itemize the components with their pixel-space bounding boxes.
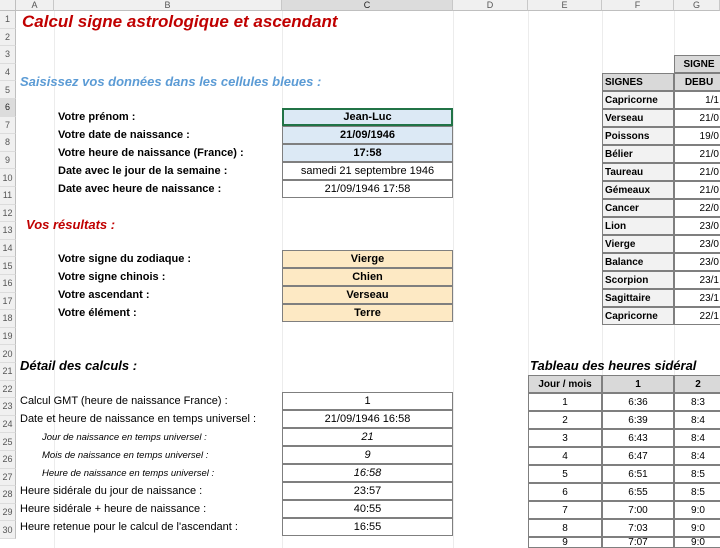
- row-header[interactable]: 2: [0, 29, 16, 47]
- utc-hour-label: Heure de naissance en temps universel :: [42, 467, 215, 479]
- sidereal-plus-birth-label: Heure sidérale + heure de naissance :: [20, 503, 207, 515]
- row-header[interactable]: 21: [0, 363, 16, 381]
- column-header-b[interactable]: B: [54, 0, 282, 11]
- sign-name-cell: Bélier: [602, 145, 674, 163]
- row-header[interactable]: 18: [0, 310, 16, 328]
- utc-datetime-value[interactable]: 21/09/1946 16:58: [282, 410, 453, 428]
- sign-start-cell: 19/0: [674, 127, 720, 145]
- row-header[interactable]: 7: [0, 117, 16, 135]
- month-2-cell: 8:4: [674, 447, 720, 465]
- row-header[interactable]: 23: [0, 398, 16, 416]
- month-2-cell: 9:0: [674, 519, 720, 537]
- sign-name-cell: Capricorne: [602, 307, 674, 325]
- ascendant-hour-value[interactable]: 16:55: [282, 518, 453, 536]
- select-all-corner[interactable]: [0, 0, 16, 11]
- utc-day-value[interactable]: 21: [282, 428, 453, 446]
- month-1-cell: 6:47: [602, 447, 674, 465]
- sign-start-cell: 21/0: [674, 145, 720, 163]
- row-header[interactable]: 10: [0, 169, 16, 187]
- sidereal-day-value[interactable]: 23:57: [282, 482, 453, 500]
- month-2-cell: 8:4: [674, 411, 720, 429]
- weekday-date-value[interactable]: samedi 21 septembre 1946: [282, 162, 453, 180]
- row-header[interactable]: 15: [0, 257, 16, 275]
- sign-name-cell: Balance: [602, 253, 674, 271]
- sidereal-day-label: Heure sidérale du jour de naissance :: [20, 485, 203, 497]
- ascendant-label: Votre ascendant :: [58, 289, 150, 301]
- sign-name-cell: Lion: [602, 217, 674, 235]
- sign-start-cell: 1/1: [674, 91, 720, 109]
- month-2-cell: 9:0: [674, 501, 720, 519]
- row-header[interactable]: 9: [0, 152, 16, 170]
- ascendant-value[interactable]: Verseau: [282, 286, 453, 304]
- month-2-cell: 9:0: [674, 537, 720, 548]
- day-cell: 6: [528, 483, 602, 501]
- sign-name-cell: Cancer: [602, 199, 674, 217]
- results-section-header: Vos résultats :: [26, 216, 116, 232]
- sign-name-cell: Sagittaire: [602, 289, 674, 307]
- day-cell: 4: [528, 447, 602, 465]
- row-header[interactable]: 12: [0, 205, 16, 223]
- chinese-sign-value[interactable]: Chien: [282, 268, 453, 286]
- sign-start-cell: 21/0: [674, 109, 720, 127]
- sign-name-cell: Verseau: [602, 109, 674, 127]
- sign-start-cell: 21/0: [674, 163, 720, 181]
- day-cell: 2: [528, 411, 602, 429]
- start-col-header: DEBU: [674, 73, 720, 91]
- month-2-cell: 8:4: [674, 429, 720, 447]
- column-header-f[interactable]: F: [602, 0, 674, 11]
- sidereal-plus-birth-value[interactable]: 40:55: [282, 500, 453, 518]
- row-header[interactable]: 28: [0, 486, 16, 504]
- sign-start-cell: 22/0: [674, 199, 720, 217]
- row-header[interactable]: 25: [0, 433, 16, 451]
- month-1-cell: 7:07: [602, 537, 674, 548]
- sign-name-cell: Capricorne: [602, 91, 674, 109]
- row-header[interactable]: 16: [0, 275, 16, 293]
- sign-start-cell: 23/1: [674, 289, 720, 307]
- first-name-label: Votre prénom :: [58, 111, 136, 123]
- weekday-date-label: Date avec le jour de la semaine :: [58, 165, 228, 177]
- day-cell: 1: [528, 393, 602, 411]
- signs-col-header: SIGNES: [602, 73, 674, 91]
- day-month-header: Jour / mois: [528, 375, 602, 393]
- utc-day-label: Jour de naissance en temps universel :: [42, 431, 207, 443]
- month-1-cell: 7:03: [602, 519, 674, 537]
- row-header[interactable]: 30: [0, 521, 16, 539]
- birth-time-input[interactable]: 17:58: [282, 144, 453, 162]
- month-2-header: 2: [674, 375, 720, 393]
- row-header[interactable]: 19: [0, 328, 16, 346]
- row-header[interactable]: 24: [0, 416, 16, 434]
- month-2-cell: 8:5: [674, 483, 720, 501]
- column-header-e[interactable]: E: [528, 0, 602, 11]
- column-header-a[interactable]: A: [16, 0, 54, 11]
- sign-start-cell: 23/0: [674, 217, 720, 235]
- month-1-header: 1: [602, 375, 674, 393]
- birth-date-label: Votre date de naissance :: [58, 129, 190, 141]
- day-cell: 9: [528, 537, 602, 548]
- utc-month-label: Mois de naissance en temps universel :: [42, 449, 209, 461]
- datetime-value[interactable]: 21/09/1946 17:58: [282, 180, 453, 198]
- sheet-title: Calcul signe astrologique et ascendant: [22, 12, 338, 31]
- month-1-cell: 6:39: [602, 411, 674, 429]
- birth-date-input[interactable]: 21/09/1946: [282, 126, 453, 144]
- sign-start-cell: 21/0: [674, 181, 720, 199]
- sign-name-cell: Taureau: [602, 163, 674, 181]
- month-2-cell: 8:5: [674, 465, 720, 483]
- month-2-cell: 8:3: [674, 393, 720, 411]
- element-value[interactable]: Terre: [282, 304, 453, 322]
- sign-name-cell: Vierge: [602, 235, 674, 253]
- column-header-g[interactable]: G: [674, 0, 720, 11]
- row-header[interactable]: 1: [0, 11, 16, 29]
- utc-hour-value[interactable]: 16:58: [282, 464, 453, 482]
- row-header[interactable]: 4: [0, 64, 16, 82]
- ascendant-hour-label: Heure retenue pour le calcul de l'ascendant :: [20, 521, 238, 533]
- day-cell: 3: [528, 429, 602, 447]
- column-header-c[interactable]: C: [282, 0, 453, 11]
- sign-name-cell: Scorpion: [602, 271, 674, 289]
- row-header[interactable]: 13: [0, 222, 16, 240]
- zodiac-sign-value[interactable]: Vierge: [282, 250, 453, 268]
- sign-start-cell: 23/0: [674, 253, 720, 271]
- month-1-cell: 6:36: [602, 393, 674, 411]
- column-header-d[interactable]: D: [453, 0, 528, 11]
- utc-month-value[interactable]: 9: [282, 446, 453, 464]
- month-1-cell: 7:00: [602, 501, 674, 519]
- row-header[interactable]: 11: [0, 187, 16, 205]
- sign-start-cell: 23/1: [674, 271, 720, 289]
- signs-table-top-header: SIGNE: [674, 55, 720, 73]
- sign-start-cell: 23/0: [674, 235, 720, 253]
- day-cell: 5: [528, 465, 602, 483]
- input-section-header: Saisissez vos données dans les cellules bleues :: [20, 73, 322, 89]
- first-name-input[interactable]: Jean-Luc: [282, 108, 453, 126]
- sign-name-cell: Poissons: [602, 127, 674, 145]
- row-header[interactable]: 5: [0, 81, 16, 99]
- row-header[interactable]: 27: [0, 469, 16, 487]
- gmt-label: Calcul GMT (heure de naissance France) :: [20, 395, 228, 407]
- sign-name-cell: Gémeaux: [602, 181, 674, 199]
- day-cell: 8: [528, 519, 602, 537]
- row-header[interactable]: 20: [0, 345, 16, 363]
- month-1-cell: 6:51: [602, 465, 674, 483]
- zodiac-sign-label: Votre signe du zodiaque :: [58, 253, 192, 265]
- row-header[interactable]: 6: [0, 99, 16, 117]
- row-header[interactable]: 29: [0, 504, 16, 522]
- month-1-cell: 6:55: [602, 483, 674, 501]
- chinese-sign-label: Votre signe chinois :: [58, 271, 166, 283]
- row-header[interactable]: 22: [0, 381, 16, 399]
- row-header[interactable]: 17: [0, 293, 16, 311]
- day-cell: 7: [528, 501, 602, 519]
- row-header[interactable]: 26: [0, 451, 16, 469]
- sign-start-cell: 22/1: [674, 307, 720, 325]
- row-header[interactable]: 14: [0, 240, 16, 258]
- gmt-value[interactable]: 1: [282, 392, 453, 410]
- row-header[interactable]: 3: [0, 46, 16, 64]
- datetime-label: Date avec heure de naissance :: [58, 183, 222, 195]
- row-header[interactable]: 8: [0, 134, 16, 152]
- month-1-cell: 6:43: [602, 429, 674, 447]
- element-label: Votre élément :: [58, 307, 137, 319]
- birth-time-label: Votre heure de naissance (France) :: [58, 147, 244, 159]
- utc-datetime-label: Date et heure de naissance en temps universel :: [20, 413, 257, 425]
- details-section-header: Détail des calculs :: [20, 357, 138, 373]
- sidereal-table-title: Tableau des heures sidéral: [530, 357, 697, 373]
